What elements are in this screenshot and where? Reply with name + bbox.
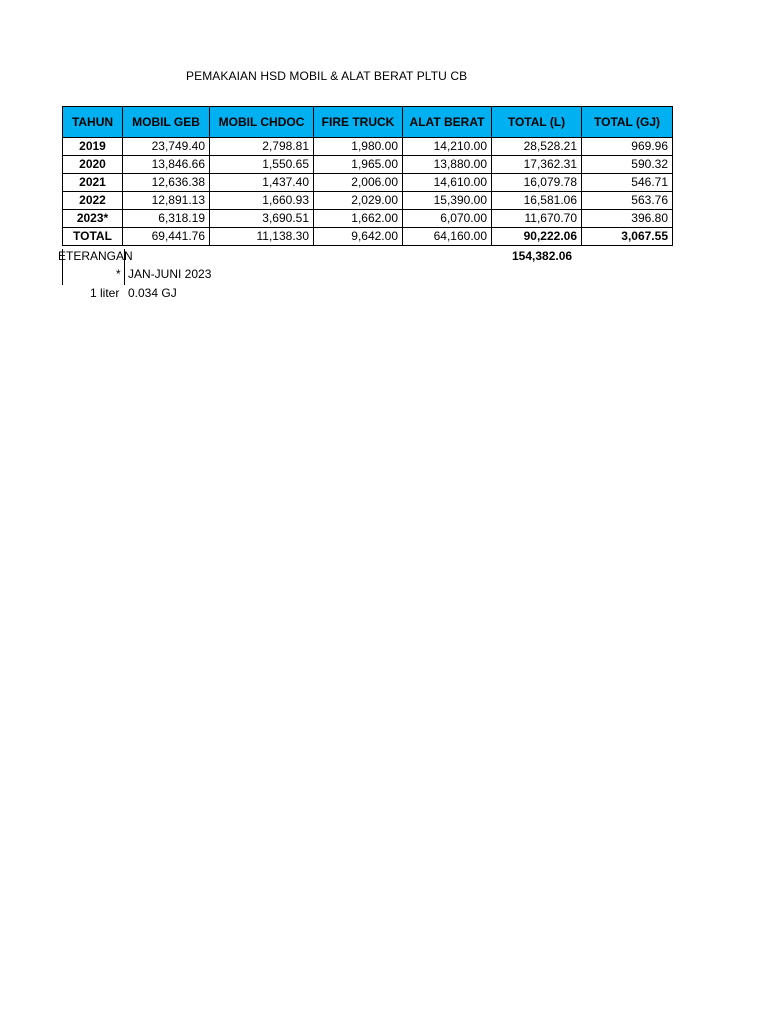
cell-mobil-chdoc: 3,690.51	[210, 210, 314, 228]
cell-total-gj: 563.76	[582, 192, 673, 210]
cell-fire-truck: 1,980.00	[314, 138, 403, 156]
cell-total-total-gj: 3,067.55	[582, 228, 673, 246]
table-row	[63, 174, 673, 192]
cell-total-liter: 17,362.31	[492, 156, 582, 174]
cell-total-label: TOTAL	[63, 228, 123, 246]
table-row	[63, 210, 673, 228]
cell-alat-berat: 14,210.00	[403, 138, 492, 156]
total-row	[63, 228, 673, 246]
cell-total-gj: 969.96	[582, 138, 673, 156]
cell-fire-truck: 1,662.00	[314, 210, 403, 228]
header-tahun: TAHUN	[63, 107, 123, 138]
table-row	[63, 192, 673, 210]
cell-fire-truck: 2,029.00	[314, 192, 403, 210]
cell-total-mobil-geb: 69,441.76	[123, 228, 210, 246]
cell-total-gj: 590.32	[582, 156, 673, 174]
cell-mobil-chdoc: 2,798.81	[210, 138, 314, 156]
cell-fire-truck: 1,965.00	[314, 156, 403, 174]
cell-alat-berat: 6,070.00	[403, 210, 492, 228]
page-title: PEMAKAIAN HSD MOBIL & ALAT BERAT PLTU CB	[186, 69, 468, 83]
cell-mobil-geb: 23,749.40	[123, 138, 210, 156]
header-alat-berat: ALAT BERAT	[403, 107, 492, 138]
cell-year: 2020	[63, 156, 123, 174]
hsd-usage-table	[62, 106, 673, 246]
cell-total-fire-truck: 9,642.00	[314, 228, 403, 246]
cell-total-gj: 396.80	[582, 210, 673, 228]
cell-total-total-liter: 90,222.06	[492, 228, 582, 246]
cell-fire-truck: 2,006.00	[314, 174, 403, 192]
note-text: JAN-JUNI 2023	[128, 267, 212, 281]
cell-total-liter: 28,528.21	[492, 138, 582, 156]
header-mobil-geb: MOBIL GEB	[123, 107, 210, 138]
cell-total-alat-berat: 64,160.00	[403, 228, 492, 246]
cell-mobil-geb: 12,636.38	[123, 174, 210, 192]
cell-mobil-chdoc: 1,660.93	[210, 192, 314, 210]
header-total-gj: TOTAL (GJ)	[582, 107, 673, 138]
cell-total-mobil-chdoc: 11,138.30	[210, 228, 314, 246]
cell-alat-berat: 15,390.00	[403, 192, 492, 210]
conversion-value: 0.034 GJ	[128, 286, 177, 300]
cell-alat-berat: 14,610.00	[403, 174, 492, 192]
header-fire-truck: FIRE TRUCK	[314, 107, 403, 138]
cell-mobil-geb: 13,846.66	[123, 156, 210, 174]
note-marker: *	[116, 267, 121, 281]
cell-year: 2023*	[63, 210, 123, 228]
cell-mobil-chdoc: 1,550.65	[210, 156, 314, 174]
cell-mobil-geb: 6,318.19	[123, 210, 210, 228]
cell-total-liter: 16,581.06	[492, 192, 582, 210]
cell-year: 2022	[63, 192, 123, 210]
conversion-unit: 1 liter	[90, 286, 120, 300]
header-row	[63, 107, 673, 138]
table-row	[63, 138, 673, 156]
cell-year: 2019	[63, 138, 123, 156]
cell-total-gj: 546.71	[582, 174, 673, 192]
cell-mobil-chdoc: 1,437.40	[210, 174, 314, 192]
cell-total-liter: 11,670.70	[492, 210, 582, 228]
cell-year: 2021	[63, 174, 123, 192]
cell-total-liter: 16,079.78	[492, 174, 582, 192]
header-total-liter: TOTAL (L)	[492, 107, 582, 138]
header-mobil-chdoc: MOBIL CHDOC	[210, 107, 314, 138]
grand-total-value: 154,382.06	[512, 249, 573, 263]
keterangan-label: ETERANGAN	[58, 249, 133, 263]
cell-mobil-geb: 12,891.13	[123, 192, 210, 210]
cell-alat-berat: 13,880.00	[403, 156, 492, 174]
table-row	[63, 156, 673, 174]
